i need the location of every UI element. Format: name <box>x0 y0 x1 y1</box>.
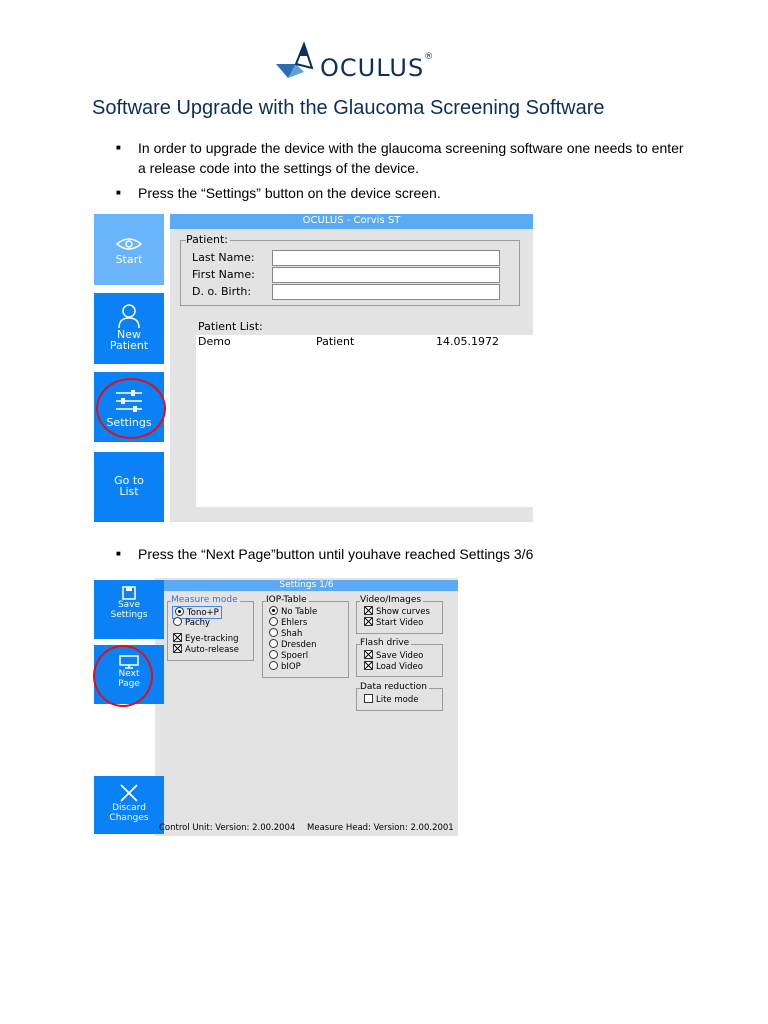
bullet-1 <box>116 138 684 178</box>
bullet-1-line-2: a release code into the settings of the device. <box>138 160 419 176</box>
highlight-circle <box>96 378 166 439</box>
person-icon <box>117 303 141 329</box>
measure-head-version: Measure Head: Version: 2.00.2001 <box>307 823 454 833</box>
save-video-label: Save Video <box>376 651 424 661</box>
eye-tracking-label: Eye-tracking <box>185 634 239 644</box>
data-reduction-legend: Data reduction <box>360 682 427 692</box>
auto-release-option[interactable] <box>173 644 239 655</box>
pachy-option[interactable] <box>173 617 210 628</box>
discard-label-2: Changes <box>109 813 149 823</box>
highlight-circle <box>93 645 153 707</box>
settings-label: Settings <box>106 416 152 429</box>
radio-selected-icon <box>175 607 184 616</box>
radio-empty-icon <box>269 628 278 637</box>
checkbox-checked-icon <box>173 633 182 642</box>
first-name-input[interactable] <box>272 267 500 283</box>
iop-option[interactable] <box>269 617 307 628</box>
floppy-disk-icon <box>122 586 136 600</box>
new-patient-label-2: Patient <box>109 339 149 352</box>
checkbox-checked-icon <box>364 661 373 670</box>
radio-empty-icon <box>269 661 278 670</box>
last-name-input[interactable] <box>272 250 500 266</box>
patient-dob-cell[interactable]: 14.05.1972 <box>436 335 499 348</box>
radio-empty-icon <box>269 639 278 648</box>
bullet-marker-icon: ■ <box>116 188 121 197</box>
checkbox-checked-icon <box>364 617 373 626</box>
iop-option[interactable] <box>269 606 317 617</box>
discard-changes-button[interactable] <box>94 776 164 834</box>
go-to-list-label-1: Go to <box>114 474 144 487</box>
start-label: Start <box>115 253 143 266</box>
new-patient-button[interactable] <box>94 293 164 364</box>
bullet-1-line-1: In order to upgrade the device with the glaucoma screening software one needs to enter <box>138 140 684 156</box>
discard-label-1: Discard <box>112 803 146 813</box>
settings-title: Settings 1/6 <box>155 580 458 591</box>
checkbox-empty-icon <box>364 694 373 703</box>
patient-first-cell[interactable]: Demo <box>198 335 231 348</box>
checkbox-checked-icon <box>364 606 373 615</box>
eye-tracking-option[interactable] <box>173 633 238 644</box>
start-button[interactable] <box>94 214 164 285</box>
iop-option[interactable] <box>269 650 308 661</box>
lite-mode-option[interactable] <box>364 694 418 705</box>
radio-empty-icon <box>269 617 278 626</box>
control-unit-version: Control Unit: Version: 2.00.2004 <box>159 823 296 833</box>
load-video-option[interactable] <box>364 661 423 672</box>
next-label-2: Page <box>118 679 140 689</box>
eye-icon <box>116 236 142 252</box>
bullet-marker-icon: ■ <box>116 143 121 152</box>
new-patient-label-1: New <box>117 328 141 341</box>
dob-input[interactable] <box>272 284 500 300</box>
iop-option[interactable] <box>269 661 301 672</box>
tono-p-label: Tono+P <box>187 608 219 618</box>
radio-selected-icon <box>269 606 278 615</box>
iop-table-legend: IOP-Table <box>266 595 307 605</box>
bullet-2 <box>116 183 441 203</box>
save-label-2: Settings <box>110 610 148 620</box>
next-label-1: Next <box>118 669 140 679</box>
device-screen-settings <box>94 578 458 836</box>
pachy-label: Pachy <box>185 618 211 628</box>
radio-empty-icon <box>269 650 278 659</box>
patient-list[interactable] <box>196 335 534 507</box>
patient-legend: Patient: <box>186 233 229 246</box>
start-video-option[interactable] <box>364 617 423 628</box>
auto-release-label: Auto-release <box>185 645 239 655</box>
go-to-list-button[interactable] <box>94 452 164 522</box>
last-name-label: Last Name: <box>192 251 255 264</box>
iop-option[interactable] <box>269 639 317 650</box>
iop-option-label: Shah <box>281 629 303 639</box>
checkbox-checked-icon <box>364 650 373 659</box>
bullet-marker-icon: ■ <box>116 549 121 558</box>
oculus-logo <box>274 42 504 86</box>
logo-text: OCULUS <box>320 54 425 82</box>
oculus-mark-icon <box>274 42 318 84</box>
bullet-2-text: Press the “Settings” button on the device screen. <box>138 185 441 201</box>
iop-option-label: Ehlers <box>281 618 308 628</box>
checkbox-checked-icon <box>173 644 182 653</box>
measure-mode-legend: Measure mode <box>171 595 238 605</box>
radio-empty-icon <box>173 617 182 626</box>
lite-mode-label: Lite mode <box>376 695 419 705</box>
window-title: OCULUS - Corvis ST <box>170 214 533 229</box>
show-curves-option[interactable] <box>364 606 430 617</box>
go-to-list-label-2: List <box>119 485 139 498</box>
show-curves-label: Show curves <box>376 607 430 617</box>
flash-drive-legend: Flash drive <box>360 638 410 648</box>
patient-last-cell[interactable]: Patient <box>316 335 355 348</box>
device-screen-main <box>94 214 538 526</box>
first-name-label: First Name: <box>192 268 255 281</box>
save-settings-button[interactable] <box>94 580 164 639</box>
bullet-3 <box>116 544 534 564</box>
iop-option[interactable] <box>269 628 302 639</box>
save-label-1: Save <box>117 600 141 610</box>
document-title: Software Upgrade with the Glaucoma Screening Software <box>92 97 605 119</box>
iop-option-label: Dresden <box>281 640 317 650</box>
save-video-option[interactable] <box>364 650 423 661</box>
start-video-label: Start Video <box>376 618 424 628</box>
iop-option-label: bIOP <box>281 662 301 672</box>
dob-label: D. o. Birth: <box>192 285 252 298</box>
patient-list-label: Patient List: <box>198 320 263 333</box>
iop-option-label: No Table <box>281 607 318 617</box>
video-images-legend: Video/Images <box>360 595 422 605</box>
bullet-3-text: Press the “Next Page”button until youhave reached Settings 3/6 <box>138 546 534 562</box>
load-video-label: Load Video <box>376 662 423 672</box>
close-icon <box>119 783 139 803</box>
iop-option-label: Spoerl <box>281 651 309 661</box>
logo-registered: ® <box>424 52 435 62</box>
